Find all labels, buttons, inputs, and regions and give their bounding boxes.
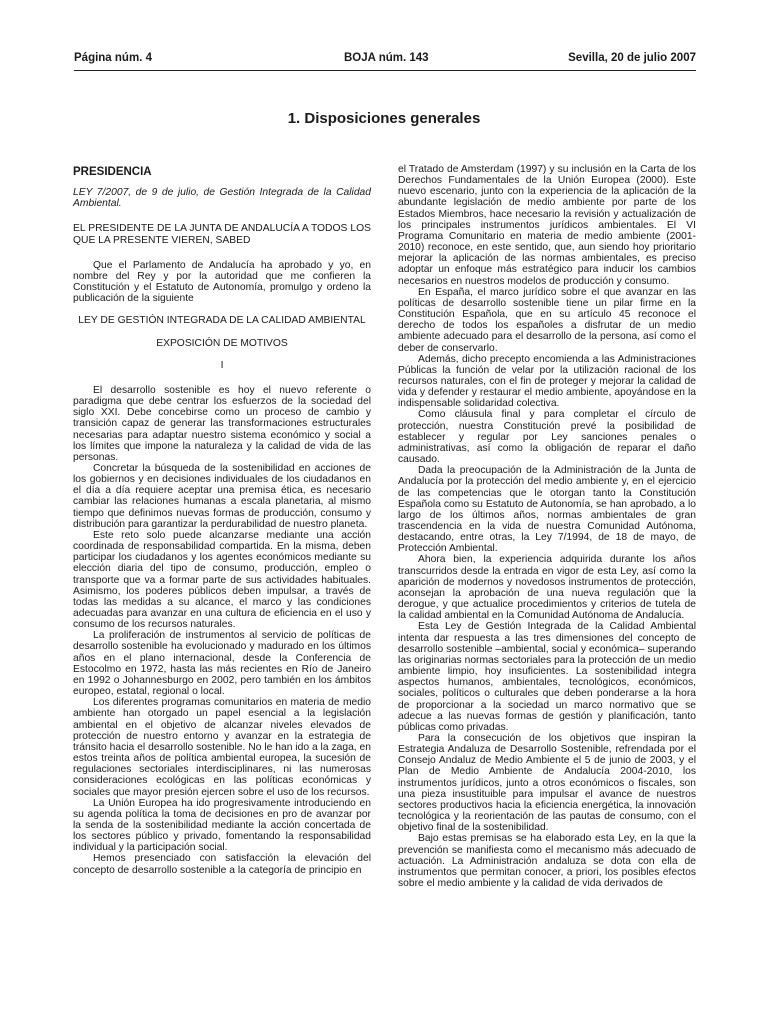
paragraph: Como cláusula final y para completar el círculo de protección, nuestra Constitución prevé la posibilidad de establecer y regular por Ley sanciones penales o administrativas, así como la obligación de reparar el daño causado. — [398, 409, 696, 466]
paragraph: En España, el marco jurídico sobre el que avanzar en las políticas de desarrollo sostenible tiene un pilar firme en la Constitución Española, que en su artículo 45 reconoce el derecho de todos los españoles a disfrutar de un medio ambiente adecuado para el desarrollo de la persona, así como el deber de conservarlo. — [398, 286, 696, 354]
paragraph: Para la consecución de los objetivos que inspiran la Estrategia Andaluza de Desarrollo Sostenible, refrendada por el Consejo Andaluz de Medio Ambiente el 5 de junio de 2003, y el Plan de Medio Ambiente de Andalucía 2004-2010, los instrumentos jurídicos, junto a otros económicos o fiscales, son una pieza insustituible para impulsar el avance de nuestros sectores productivos hacia la eficiencia energética, la innovación tecnológica y la reorientación de las pautas de consumo, con el objetivo final de la sostenibilidad. — [398, 732, 696, 834]
paragraph: Bajo estas premisas se ha elaborado esta Ley, en la que la prevención se manifiesta como el mecanismo más adecuado de actuación. La Administración andaluza se dota con ella de instrumentos que permitan conocer, a priori, los posibles efectos sobre el medio ambiente y la calidad de vida derivados de — [398, 833, 696, 889]
chapter-number: I — [220, 359, 224, 371]
paragraph: el Tratado de Amsterdam (1997) y su inclusión en la Carta de los Derechos Fundamentales de la Unión Europea (2000). Este nuevo escenario, junto con la experiencia de la aplicación de la abundante legislación de medio ambiente por parte de los Estados Miembros, hace necesario la revisión y actualización de los principales instrumentos jurídicos ambientales. El VI Programa Comunitario en materia de medio ambiente (2001-2010) reconoce, en este sentido, que, aun siendo hoy prioritario mejorar la aplicación de las normas ambientales, es preciso adoptar un enfoque más estratégico para inducir los cambios necesarios en nuestros modelos de producción y consumo. — [398, 164, 696, 287]
paragraph: Este reto solo puede alcanzarse mediante una acción coordinada de responsabilidad compartida. En la misma, deben participar los ciudadanos y los agentes económicos mediante su elección diaria del tipo de consumo, producción, empleo o transporte que va a formar parte de sus actividades habituales. Asimismo, los poderes públicos deben impulsar, a través de todas las medidas a su alcance, el marco y las condiciones adecuadas para avanzar en una cultura de eficiencia en el uso y consumo de los recursos naturales. — [73, 529, 371, 631]
paragraph: La Unión Europea ha ido progresivamente introduciendo en su agenda política la toma de decisiones en pro de avanzar por la senda de la sostenibilidad mediante la acción concertada de los sectores público y privado, fomentando la responsabilidad individual y la participación social. — [73, 797, 371, 854]
paragraph: Concretar la búsqueda de la sostenibilidad en acciones de los gobiernos y en decisiones individuales de los ciudadanos en el día a día requiere aceptar una premisa ética, es necesario cambiar las relaciones humanas a escala planetaria, al mismo tiempo que definimos nuevas formas de producción, consumo y distribución para garantizar la perdurabilidad de nuestro planeta. — [73, 462, 371, 530]
header-divider — [74, 70, 696, 71]
department-heading: PRESIDENCIA — [73, 166, 152, 178]
publication-date: Sevilla, 20 de julio 2007 — [568, 52, 696, 64]
paragraph: Hemos presenciado con satisfacción la elevación del concepto de desarrollo sostenible a la categoría de principio en — [73, 853, 371, 876]
page-header — [74, 52, 696, 68]
left-column — [73, 165, 371, 876]
paragraph: Además, dicho precepto encomienda a las Administraciones Públicas la función de velar por la utilización racional de los recursos naturales, con el fin de proteger y mejorar la calidad de vida y defender y restaurar el medio ambiente, apoyándose en la indispensable solidaridad colectiva. — [398, 353, 696, 410]
preamble: Que el Parlamento de Andalucía ha aprobado y yo, en nombre del Rey y por la autoridad que me confieren la Constitución y el Estatuto de Autonomía, promulgo y ordeno la publicación de la siguiente — [73, 259, 371, 305]
law-name: LEY DE GESTIÓN INTEGRADA DE LA CALIDAD AMBIENTAL — [78, 315, 366, 327]
paragraph: Ahora bien, la experiencia adquirida durante los años transcurridos desde la entrada en vigor de esta Ley, así como la aparición de modernos y novedosos instrumentos de protección, aconsejan la aprobación de una nueva regulación que la derogue, y que actualice procedimientos y criterios de tutela de la calidad ambiental en la Comunidad Autónoma de Andalucía. — [398, 554, 696, 622]
right-column — [398, 164, 696, 889]
section-title: 1. Disposiciones generales — [287, 110, 481, 127]
proclamation: EL PRESIDENTE DE LA JUNTA DE ANDALUCÍA A TODOS LOS QUE LA PRESENTE VIEREN, SABED — [73, 223, 371, 246]
paragraph: La proliferación de instrumentos al servicio de políticas de desarrollo sostenible ha evolucionado y madurado en los últimos años en el plano internacional, desde la Conferencia de Estocolmo en 1972, hasta las más recientes en Río de Janeiro en 1992 o Johannesburgo en 2002, pero también en los ámbitos europeo, estatal, regional o local. — [73, 630, 371, 698]
paragraph: Los diferentes programas comunitarios en materia de medio ambiente han otorgado un papel esencial a la legislación ambiental en el objetivo de alcanzar niveles elevados de protección de nuestro entorno y avanzar en la estrategia de tránsito hacia el desarrollo sostenible. No le han ido a la zaga, en estos treinta años de política ambiental europea, la sucesión de regulaciones sectoriales interdisciplinares, ni las numerosas consideraciones ecológicas en las políticas económicas y sociales que mayor presión ejercen sobre el uso de los recursos. — [73, 697, 371, 798]
page-number: Página núm. 4 — [74, 52, 152, 64]
paragraph: Dada la preocupación de la Administración de la Junta de Andalucía por la protección del medio ambiente y, en el ejercicio de las competencias que le otorgan tanto la Constitución Española como su Estatuto de Autonomía, se han aprobado, a lo largo de los últimos años, normas ambientales de gran trascendencia en la vida de nuestra Comunidad Autónoma, destacando, entre otras, la Ley 7/1994, de 18 de mayo, de Protección Ambiental. — [398, 465, 696, 555]
exposicion-heading: EXPOSICIÓN DE MOTIVOS — [156, 337, 288, 349]
paragraph: El desarrollo sostenible es hoy el nuevo referente o paradigma que debe centrar los esfuerzos de la sociedad del siglo XXI. Debe concebirse como un proceso de cambio y transición capaz de generar las transformaciones estructurales necesarias para adaptar nuestro sistema económico y social a los límites que impone la naturaleza y la calidad de vida de las personas. — [73, 384, 371, 463]
journal-issue: BOJA núm. 143 — [344, 52, 429, 64]
paragraph: Esta Ley de Gestión Integrada de la Calidad Ambiental intenta dar respuesta a las tres dimensiones del concepto de desarrollo sostenible –ambiental, social y económica– superando las originarias normas sectoriales para la protección de un medio ambiente limpio, hoy insuficientes. La sostenibilidad integra aspectos humanos, ambientales, tecnológicos, económicos, sociales, políticos o culturales que deben ponderarse a la hora de proporcionar a la sociedad un marco normativo que se adecue a las nuevas formas de gestión y planificación, tanto públicas como privadas. — [398, 621, 696, 733]
law-title: LEY 7/2007, de 9 de julio, de Gestión Integrada de la Calidad Ambiental. — [73, 187, 371, 210]
